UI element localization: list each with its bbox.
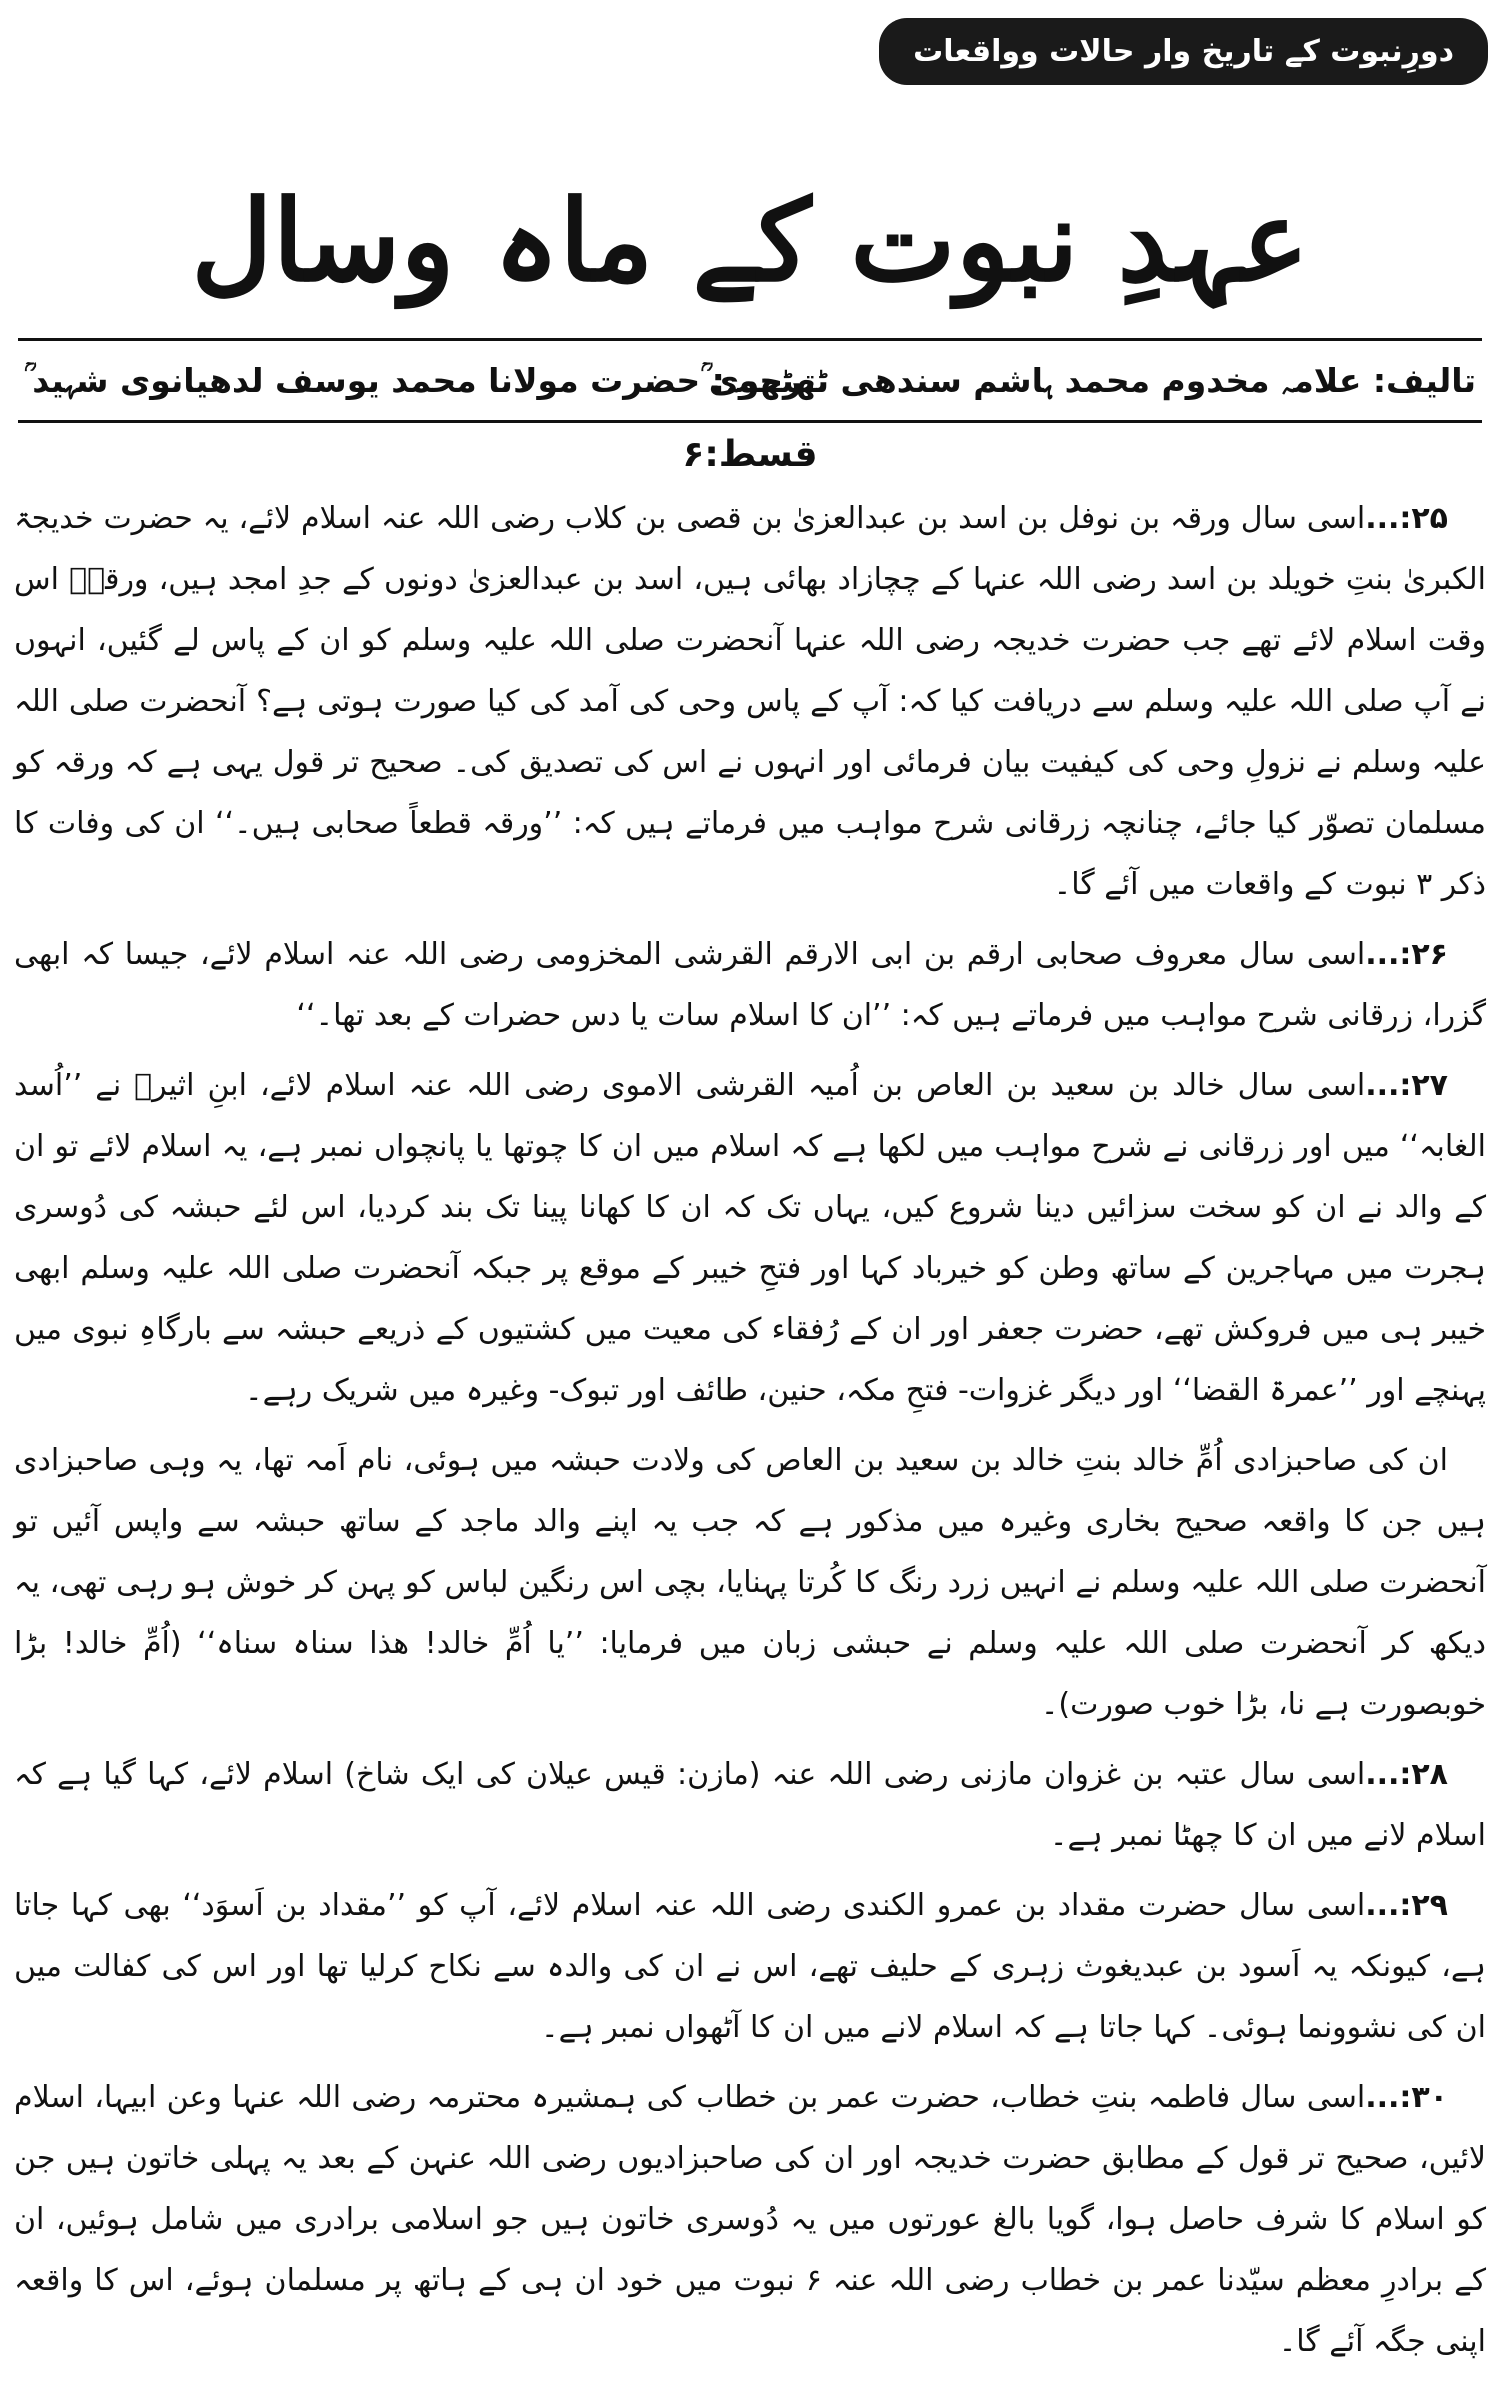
divider-top [18,338,1482,341]
paragraph [14,1430,1486,1735]
paragraph-number: ۲۹:... [1365,1888,1448,1923]
installment-label: قسط:۶ [682,434,818,475]
series-badge: دورِنبوت کے تاریخ وار حالات وواقعات [879,18,1488,85]
paragraph-text: اسی سال فاطمہ بنتِ خطاب، حضرت عمر بن خطاب کی ہمشیرہ محترمہ رضی اللہ عنہا وعن ابیہا، اسلام لائیں، صحیح تر قول کے مطابق حضرت خدیجہ اور ان کی صاحبزادیوں رضی اللہ عنہن کے بعد یہ پہلی خاتون ہیں جن کو اسلام کا شرف حاصل ہوا، گویا بالغ عورتوں میں یہ دُوسری خاتون ہیں جو اسلامی برادری میں شامل ہوئیں، ان کے برادرِ معظم سیّدنا عمر بن خطاب رضی اللہ عنہ ۶ نبوت میں خود ان ہی کے ہاتھ پر مسلمان ہوئے، اس کا واقعہ اپنی جگہ آئے گا۔ [14,2080,1486,2359]
article-body [14,488,1486,2381]
paragraph-number: ۳۰:... [1365,2080,1448,2115]
translator-credit: ترجمہ: حضرت مولانا محمد یوسف لدھیانوی شہید ؒ [24,361,816,400]
paragraph-number: ۲۸:... [1365,1757,1448,1792]
author-credit: تالیف: علامہ مخدوم محمد ہاشم سندھی ٹھٹھوی ؒ [700,361,1476,400]
paragraph [14,488,1486,915]
paragraph [14,924,1486,1046]
paragraph-number: ۲۷:... [1365,1068,1448,1103]
paragraph [14,2067,1486,2372]
page-title: عہدِ نبوت کے ماہ وسال [191,176,1309,307]
paragraph-number: ۲۵:... [1365,501,1448,536]
paragraph-text: اسی سال معروف صحابی ارقم بن ابی الارقم القرشی المخزومی رضی اللہ عنہ اسلام لائے، جیسا کہ ابھی گزرا، زرقانی شرح مواہب میں فرماتے ہیں کہ: ’’ان کا اسلام سات یا دس حضرات کے بعد تھا۔‘‘ [14,937,1486,1033]
paragraph-text: اسی سال خالد بن سعید بن العاص بن اُمیہ القرشی الاموی رضی اللہ عنہ اسلام لائے، ابنِ اثیرؒ نے ’’اُسد الغابہ‘‘ میں اور زرقانی نے شرح مواہب میں لکھا ہے کہ اسلام میں ان کا چوتھا یا پانچواں نمبر ہے، یہ اسلام لائے تو ان کے والد نے ان کو سخت سزائیں دینا شروع کیں، یہاں تک کہ ان کا کھانا پینا تک بند کردیا، اس لئے حبشہ کی دُوسری ہجرت میں مہاجرین کے ساتھ وطن کو خیرباد کہا اور فتحِ خیبر کے موقع پر جبکہ آنحضرت صلی اللہ علیہ وسلم ابھی خیبر ہی میں فروکش تھے، حضرت جعفر اور ان کے رُفقاء کی معیت میں کشتیوں کے ذریعے حبشہ سے بارگاہِ نبوی میں پہنچے اور ’’عمرۃ القضا‘‘ اور دیگر غزوات- فتحِ مکہ، حنین، طائف اور تبوک- وغیرہ میں شریک رہے۔ [14,1068,1486,1408]
paragraph-number: ۲۶:... [1365,937,1448,972]
divider-bottom [18,420,1482,423]
paragraph-text: اسی سال حضرت مقداد بن عمرو الکندی رضی اللہ عنہ اسلام لائے، آپ کو ’’مقداد بن اَسوَد‘‘ بھی کہا جاتا ہے، کیونکہ یہ اَسود بن عبدیغوث زہری کے حلیف تھے، اس نے ان کی والدہ سے نکاح کرلیا تھا اور اس کی کفالت میں ان کی نشوونما ہوئی۔ کہا جاتا ہے کہ اسلام لانے میں ان کا آٹھواں نمبر ہے۔ [14,1888,1486,2045]
paragraph [14,1875,1486,2058]
paragraph-text: اسی سال ورقہ بن نوفل بن اسد بن عبدالعزیٰ بن قصی بن کلاب رضی اللہ عنہ اسلام لائے، یہ حضرت خدیجۃ الکبریٰ بنتِ خویلد بن اسد رضی اللہ عنہا کے چچازاد بھائی ہیں، اسد بن عبدالعزیٰ دونوں کے جدِ امجد ہیں، ورقہؓ اس وقت اسلام لائے تھے جب حضرت خدیجہ رضی اللہ عنہا آنحضرت صلی اللہ علیہ وسلم کو ان کے پاس لے گئیں، انہوں نے آپ صلی اللہ علیہ وسلم سے دریافت کیا کہ: آپ کے پاس وحی کی آمد کی کیا صورت ہوتی ہے؟ آنحضرت صلی اللہ علیہ وسلم نے نزولِ وحی کی کیفیت بیان فرمائی اور انہوں نے اس کی تصدیق کی۔ صحیح تر قول یہی ہے کہ ورقہ کو مسلمان تصوّر کیا جائے، چنانچہ زرقانی شرح مواہب میں فرماتے ہیں کہ: ’’ورقہ قطعاً صحابی ہیں۔‘‘ ان کی وفات کا ذکر ۳ نبوت کے واقعات میں آئے گا۔ [14,501,1486,902]
paragraph-text: اسی سال عتبہ بن غزوان مازنی رضی اللہ عنہ (مازن: قیس عیلان کی ایک شاخ) اسلام لائے، کہا گیا ہے کہ اسلام لانے میں ان کا چھٹا نمبر ہے۔ [14,1757,1486,1853]
paragraph [14,1744,1486,1866]
paragraph [14,1055,1486,1421]
paragraph-text: ان کی صاحبزادی اُمِّ خالد بنتِ خالد بن سعید بن العاص کی ولادت حبشہ میں ہوئی، نام اَمہ تھا، یہ وہی صاحبزادی ہیں جن کا واقعہ صحیح بخاری وغیرہ میں مذکور ہے کہ جب یہ اپنے والد ماجد کے ساتھ حبشہ سے واپس آئیں تو آنحضرت صلی اللہ علیہ وسلم نے انہیں زرد رنگ کا کُرتا پہنایا، بچی اس رنگین لباس کو پہن کر خوش ہو رہی تھی، یہ دیکھ کر آنحضرت صلی اللہ علیہ وسلم نے حبشی زبان میں فرمایا: ’’یا اُمِّ خالد! ھذا سناہ سناہ‘‘ (اُمِّ خالد! بڑا خوبصورت ہے نا، بڑا خوب صورت)۔ [14,1443,1486,1722]
credits-bar [24,346,1476,416]
